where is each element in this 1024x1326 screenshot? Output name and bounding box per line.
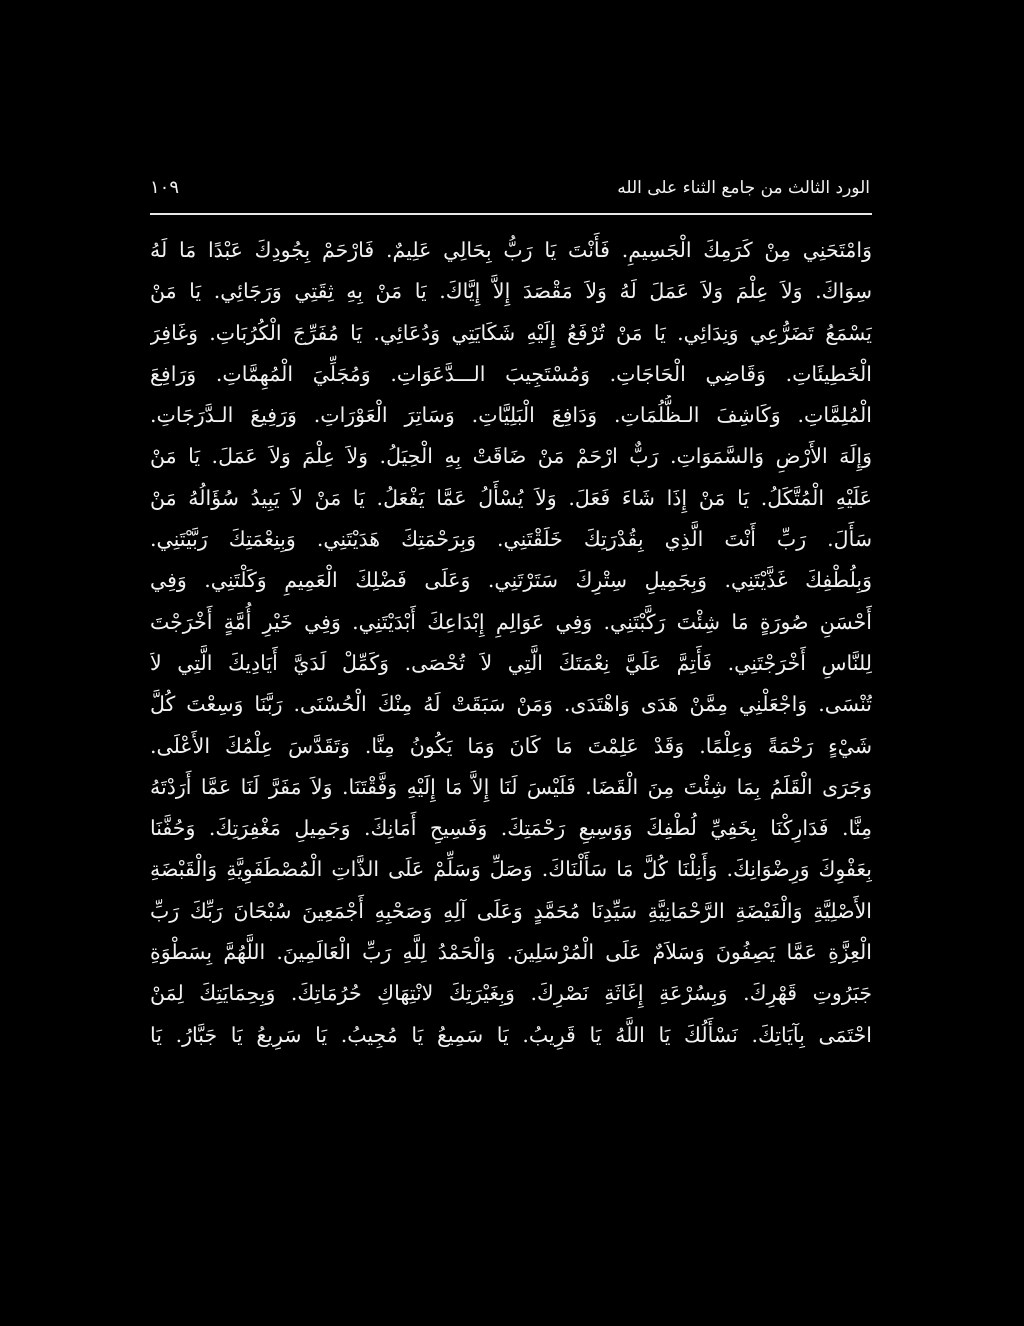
text-line: مِنَّا. فَدَارِكْنَا بِخَفِيِّ لُطْفِكَ وَوَسِيعِ رَحْمَتِكَ. وَفَسِيحِ أَمَانِكَ. وَجَمِيلِ مَغْفِرَتِكَ. وَحُفَّنَا — [150, 816, 872, 841]
header-rule — [150, 213, 872, 215]
text-line: بِعَفْوِكَ وَرِضْوَانِكَ. وَأَنِلْنَا كُلَّ مَا سَأَلْنَاكَ. وَصَلِّ وَسَلِّمْ عَلَى الذَّاتِ الْمُصْطَفَوِيَّةِ وَالْقَبْضَةِ — [150, 857, 872, 882]
text-line: الْمُلِمَّاتِ. وَكَاشِفَ الـظُّلُمَاتِ. وَدَافِعَ الْبَلِيَّاتِ. وَسَاتِرَ الْعَوْرَاتِ. وَرَفِيعَ الـدَّرَجَاتِ. — [150, 403, 872, 428]
page-number: ١٠٩ — [150, 177, 180, 198]
text-line: وَامْتَحَنِي مِنْ كَرَمِكَ الْجَسِيمِ. فَأَنْتَ يَا رَبُّ بِحَالِي عَلِيمٌ. فَارْحَمْ بِجُودِكَ عَبْدًا مَا لَهُ — [150, 238, 872, 262]
text-line: يَسْمَعُ تَضَرُّعِي وَنِدَائِي. يَا مَنْ تُرْفَعُ إِلَيْهِ شَكَايَتِي وَدُعَائِي. يَا مُفَرِّجَ الْكُرُبَاتِ. وَغَافِرَ — [150, 320, 872, 345]
text-line: وَبِلُطْفِكَ غَذَّيْتَنِي. وَبِجَمِيلِ سِتْرِكَ سَتَرْتَنِي. وَعَلَى فَضْلِكَ الْعَمِيمِ وَكَلْتَنِي. وَفِي — [150, 568, 872, 593]
text-line: الْخَطِيئَاتِ. وَقَاضِي الْحَاجَاتِ. وَمُسْتَجِيبَ الـــدَّعَوَاتِ. وَمُجَلِّيَ الْمُهِمَّاتِ. وَرَافِعَ — [150, 361, 872, 386]
text-line: الْعِزَّةِ عَمَّا يَصِفُونَ وَسَلاَمٌ عَلَى الْمُرْسَلِينَ. وَالْحَمْدُ لِلَّهِ رَبِّ الْعَالَمِينَ. اللَّهُمَّ بِسَطْوَةِ — [150, 940, 872, 965]
text-line: وَجَرَى الْقَلَمُ بِمَا شِئْتَ مِنَ الْقَضَا. فَلَيْسَ لَنَا إِلاَّ مَا إِلَيْهِ وَفَّقْتَنَا. وَلاَ مَفَرَّ لَنَا عَمَّا أَرَدْتَهُ — [150, 774, 872, 799]
text-line: أَحْسَنِ صُورَةٍ مَا شِئْتَ رَكَّبْتَنِي. وَفِي عَوَالِمِ إِبْدَاعِكَ أَبْدَيْتَنِي. وَفِي خَيْرِ أُمَّةٍ أَخْرَجْتَ — [150, 609, 872, 634]
text-line: تُنْسَى. وَاجْعَلْنِي مِمَّنْ هَدَى وَاهْتَدَى. وَمَنْ سَبَقَتْ لَهُ مِنْكَ الْحُسْنَى. رَبَّنَا وَسِعْتَ كُلَّ — [150, 692, 872, 717]
text-line: لِلنَّاسِ أَخْرَجْتَنِي. فَأَتِمَّ عَلَيَّ نِعْمَتَكَ الَّتِي لاَ تُحْصَى. وَكَمِّلْ لَدَيَّ أَيَادِيكَ الَّتِي لاَ — [150, 650, 872, 675]
text-line: سَأَلَ. رَبِّ أَنْتَ الَّذِي بِقُدْرَتِكَ خَلَقْتَنِي. وَبِرَحْمَتِكَ هَدَيْتَنِي. وَبِنِعْمَتِكَ رَبَّيْتَنِي. — [150, 527, 872, 552]
running-title: الورد الثالث من جامع الثناء على الله — [617, 178, 870, 198]
text-line: جَبَرُوتِ قَهْرِكَ. وَبِسُرْعَةِ إِغَاثَةِ نَصْرِكَ. وَبِغَيْرَتِكَ لانْتِهَاكِ حُرُمَاتِكَ. وَبِحِمَايَتِكَ لِمَنْ — [150, 981, 872, 1006]
text-line: عَلَيْهِ الْمُتَّكَلُ. يَا مَنْ إِذَا شَاءَ فَعَلَ. وَلاَ يُسْأَلُ عَمَّا يَفْعَلُ. يَا مَنْ لاَ يَبِيدُ سُؤَالُهُ مَنْ — [150, 485, 872, 510]
text-line: شَيْءٍ رَحْمَةً وَعِلْمًا. وَقَدْ عَلِمْتَ مَا كَانَ وَمَا يَكُونُ مِنَّا. وَتَقَدَّسَ عِلْمُكَ الأَعْلَى. — [150, 733, 872, 758]
page-header — [150, 176, 870, 206]
text-line: سِوَاكَ. وَلاَ عِلْمَ وَلاَ عَمَلَ لَهُ وَلاَ مَقْصَدَ إِلاَّ إِيَّاكَ. يَا مَنْ بِهِ ثِقَتِي وَرَجَائِي. يَا مَنْ — [150, 279, 872, 304]
body-text — [150, 230, 872, 1056]
text-line: الأَصْلِيَّةِ وَالْفَيْضَةِ الرَّحْمَانِيَّةِ سَيِّدِنَا مُحَمَّدٍ وَعَلَى آلِهِ وَصَحْبِهِ أَجْمَعِينَ سُبْحَانَ رَبِّكَ رَبِّ — [150, 898, 872, 923]
text-line: وَإِلَهَ الأَرْضِ وَالسَّمَوَاتِ. رَبٌّ ارْحَمْ مَنْ ضَاقَتْ بِهِ الْحِيَلُ. وَلاَ عِلْمَ وَلاَ عَمَلَ. يَا مَنْ — [150, 444, 872, 469]
text-line: احْتَمَى بِآيَاتِكَ. نَسْأَلُكَ يَا اللَّهُ يَا قَرِيبُ. يَا سَمِيعُ يَا مُجِيبُ. يَا سَرِيعُ يَا جَبَّارُ. يَا — [150, 1022, 872, 1047]
